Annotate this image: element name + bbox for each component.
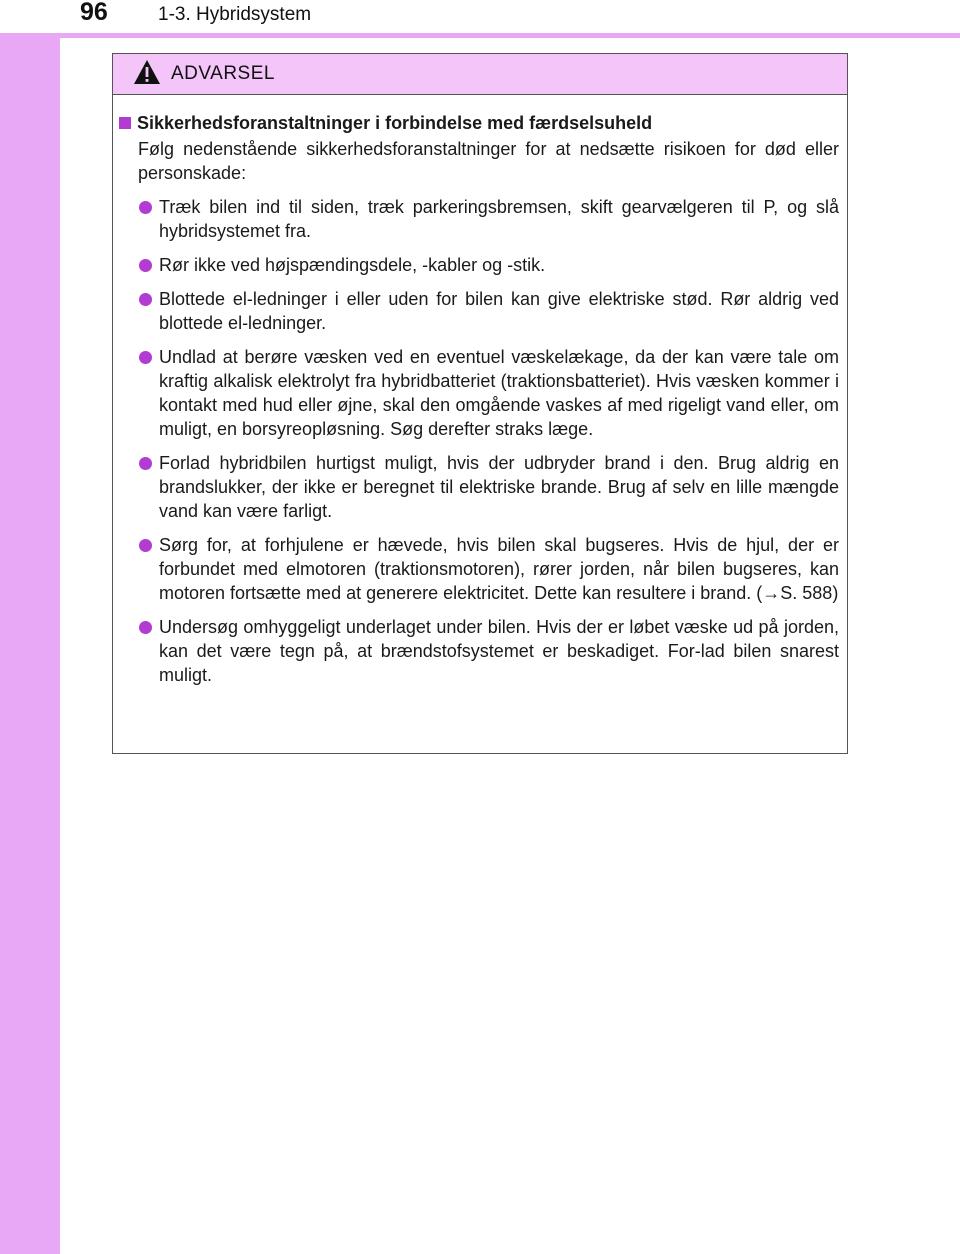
page-header xyxy=(0,0,960,36)
list-item-text: Undlad at berøre væsken ved en eventuel væskelækage, da der kan være tale om kraftig alkalisk elektrolyt fra hybridbatteriet (traktionsbatteriet). Hvis væsken kommer i kontakt med hud eller øjne, skal den omgående vaskes af med rigeligt vand eller, om muligt, en borsyreopløsning. Søg derefter straks læge. xyxy=(159,347,839,439)
list-item xyxy=(119,195,839,243)
bullet-dot-icon xyxy=(139,457,152,470)
warning-intro: Følg nedenstående sikkerhedsforanstaltninger for at nedsætte risikoen for død eller personskade: xyxy=(138,139,839,183)
warning-box xyxy=(112,53,848,754)
list-item-text: Træk bilen ind til siden, træk parkeringsbremsen, skift gearvælgeren til P, og slå hybridsystemet fra. xyxy=(159,197,839,241)
bullet-dot-icon xyxy=(139,293,152,306)
header-rule xyxy=(0,33,960,38)
bullet-dot-icon xyxy=(139,621,152,634)
warning-triangle-icon xyxy=(133,59,161,85)
warning-list xyxy=(119,195,839,687)
bullet-dot-icon xyxy=(139,259,152,272)
list-item xyxy=(119,451,839,523)
page-number: 96 xyxy=(80,0,108,26)
list-item xyxy=(119,287,839,335)
warning-heading xyxy=(119,111,839,135)
list-item-text: Forlad hybridbilen hurtigst muligt, hvis der udbryder brand i den. Brug aldrig en brandslukker, der ikke er beregnet til elektriske brande. Brug af selv en lille mængde vand kan være farligt. xyxy=(159,453,839,521)
list-item xyxy=(119,253,839,277)
list-item-text: Undersøg omhyggeligt underlaget under bilen. Hvis der er løbet væske ud på jorden, kan det være tegn på, at brændstofsystemet er beskadiget. For-lad bilen snarest muligt. xyxy=(159,617,839,685)
bullet-dot-icon xyxy=(139,351,152,364)
section-title: 1-3. Hybridsystem xyxy=(158,4,312,25)
warning-label: ADVARSEL xyxy=(171,63,275,84)
side-color-band xyxy=(0,0,60,1254)
list-item-text: Blottede el-ledninger i eller uden for bilen kan give elektriske stød. Rør aldrig ved blottede el-ledninger. xyxy=(159,289,839,333)
list-item-text: Rør ikke ved højspændingsdele, -kabler og -stik. xyxy=(159,255,546,275)
list-item-text: Sørg for, at forhjulene er hævede, hvis bilen skal bugseres. Hvis de hjul, der er forbundet med elmotoren (traktionsmotoren), rører jorden, når bilen bugseres, kan motoren fortsætte med at generere elektricitet. Dette kan resultere i brand. (→S. 588) xyxy=(159,535,839,603)
bullet-dot-icon xyxy=(139,539,152,552)
square-bullet-icon xyxy=(119,117,131,129)
warning-body xyxy=(113,95,847,687)
bullet-dot-icon xyxy=(139,201,152,214)
warning-heading-text: Sikkerhedsforanstaltninger i forbindelse med færdselsuheld xyxy=(137,113,653,133)
list-item xyxy=(119,345,839,441)
list-item xyxy=(119,615,839,687)
list-item xyxy=(119,533,839,605)
warning-header xyxy=(113,54,847,95)
